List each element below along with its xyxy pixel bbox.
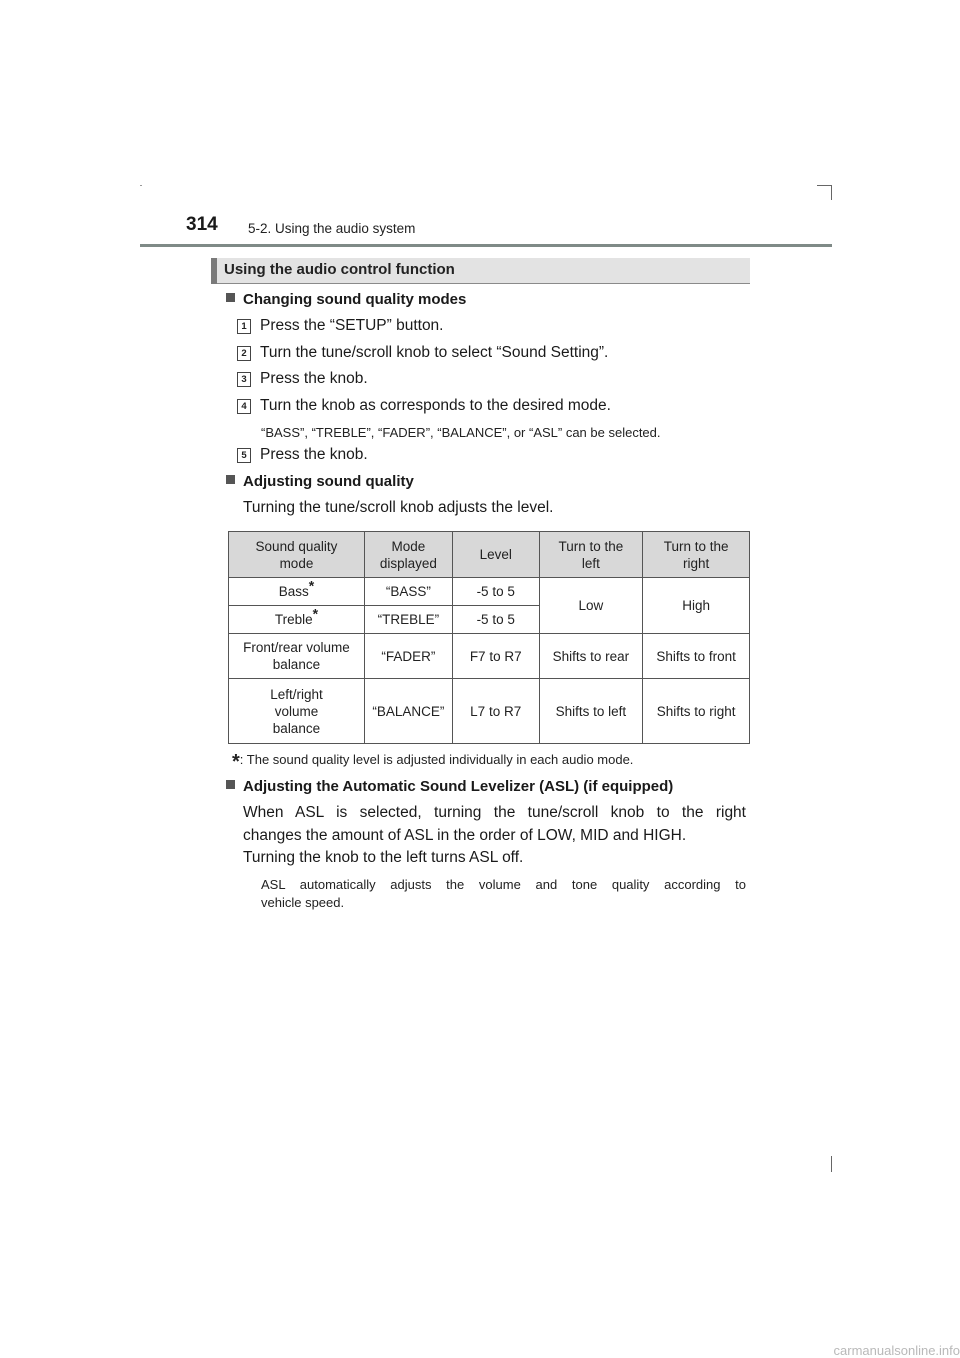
table-cell: Shifts to front (643, 634, 750, 679)
step-number-4: 4 (237, 399, 251, 414)
footnote-star-icon: * (312, 605, 319, 622)
table-cell: Front/rear volume balance (229, 634, 365, 679)
step-number-2: 2 (237, 346, 251, 361)
subheading-changing-modes: Changing sound quality modes (226, 291, 466, 308)
subheading-adjusting-quality: Adjusting sound quality (226, 473, 414, 490)
table-footnote: *: The sound quality level is adjusted individually in each audio mode. (232, 751, 634, 773)
step-text-5: Press the knob. (260, 446, 368, 463)
step-number-1: 1 (237, 319, 251, 334)
crop-mark (831, 1156, 832, 1172)
table-cell: Treble* (229, 606, 365, 634)
table-row (229, 578, 750, 606)
table-cell: Shifts to rear (539, 634, 643, 679)
asl-note: ASL automatically adjusts the volume and tone quality according to vehicle speed. (261, 877, 746, 910)
table-cell: Left/right volume balance (229, 679, 365, 744)
adjusting-text: Turning the tune/scroll knob adjusts the level. (243, 499, 554, 516)
crop-mark (817, 185, 832, 186)
table-cell: Shifts to right (643, 679, 750, 744)
table-cell: -5 to 5 (452, 578, 539, 606)
square-bullet-icon (226, 475, 235, 484)
footnote-star-icon: * (308, 577, 315, 594)
table-cell: High (643, 578, 750, 634)
table-header-cell: Sound quality mode (229, 532, 365, 578)
section-heading-bar (211, 258, 750, 284)
table-header-row (229, 532, 750, 578)
step-text-4: Turn the knob as corresponds to the desired mode. (260, 397, 611, 414)
table-row (229, 679, 750, 744)
section-marker (211, 258, 217, 284)
square-bullet-icon (226, 780, 235, 789)
step-text-2: Turn the tune/scroll knob to select “Sound Setting”. (260, 344, 609, 361)
table-cell: Shifts to left (539, 679, 643, 744)
step-number-3: 3 (237, 372, 251, 387)
table-cell: “BASS” (364, 578, 452, 606)
sound-quality-table (228, 531, 750, 744)
square-bullet-icon (226, 293, 235, 302)
table-cell: “FADER” (364, 634, 452, 679)
table-header-cell: Mode displayed (364, 532, 452, 578)
step-text-3: Press the knob. (260, 370, 368, 387)
step-text-1: Press the “SETUP” button. (260, 317, 444, 334)
step-number-5: 5 (237, 448, 251, 463)
table-cell: L7 to R7 (452, 679, 539, 744)
section-title: Using the audio control function (224, 261, 455, 278)
asl-description: When ASL is selected, turning the tune/scroll knob to the right changes the amount of ASL in the order of LOW, MID and HIGH. Turning the knob to the left turns ASL off. (243, 804, 746, 866)
subheading-asl: Adjusting the Automatic Sound Levelizer (ASL) (if equipped) (226, 778, 673, 795)
crop-mark (831, 185, 832, 200)
table-cell: Low (539, 578, 643, 634)
table-cell: Bass* (229, 578, 365, 606)
modes-note: “BASS”, “TREBLE”, “FADER”, “BALANCE”, or “ASL” can be selected. (261, 425, 661, 440)
table-header-cell: Turn to the right (643, 532, 750, 578)
footnote-star-icon: * (232, 751, 240, 773)
table-row (229, 634, 750, 679)
table-cell: -5 to 5 (452, 606, 539, 634)
page-number: 314 (186, 214, 218, 235)
table-header-cell: Turn to the left (539, 532, 643, 578)
table-cell: F7 to R7 (452, 634, 539, 679)
watermark: carmanualsonline.info (833, 1343, 960, 1358)
breadcrumb: 5-2. Using the audio system (248, 221, 416, 236)
table-header-cell: Level (452, 532, 539, 578)
header-divider (140, 244, 832, 247)
table-cell: “TREBLE” (364, 606, 452, 634)
table-cell: “BALANCE” (364, 679, 452, 744)
crop-mark (140, 185, 142, 186)
